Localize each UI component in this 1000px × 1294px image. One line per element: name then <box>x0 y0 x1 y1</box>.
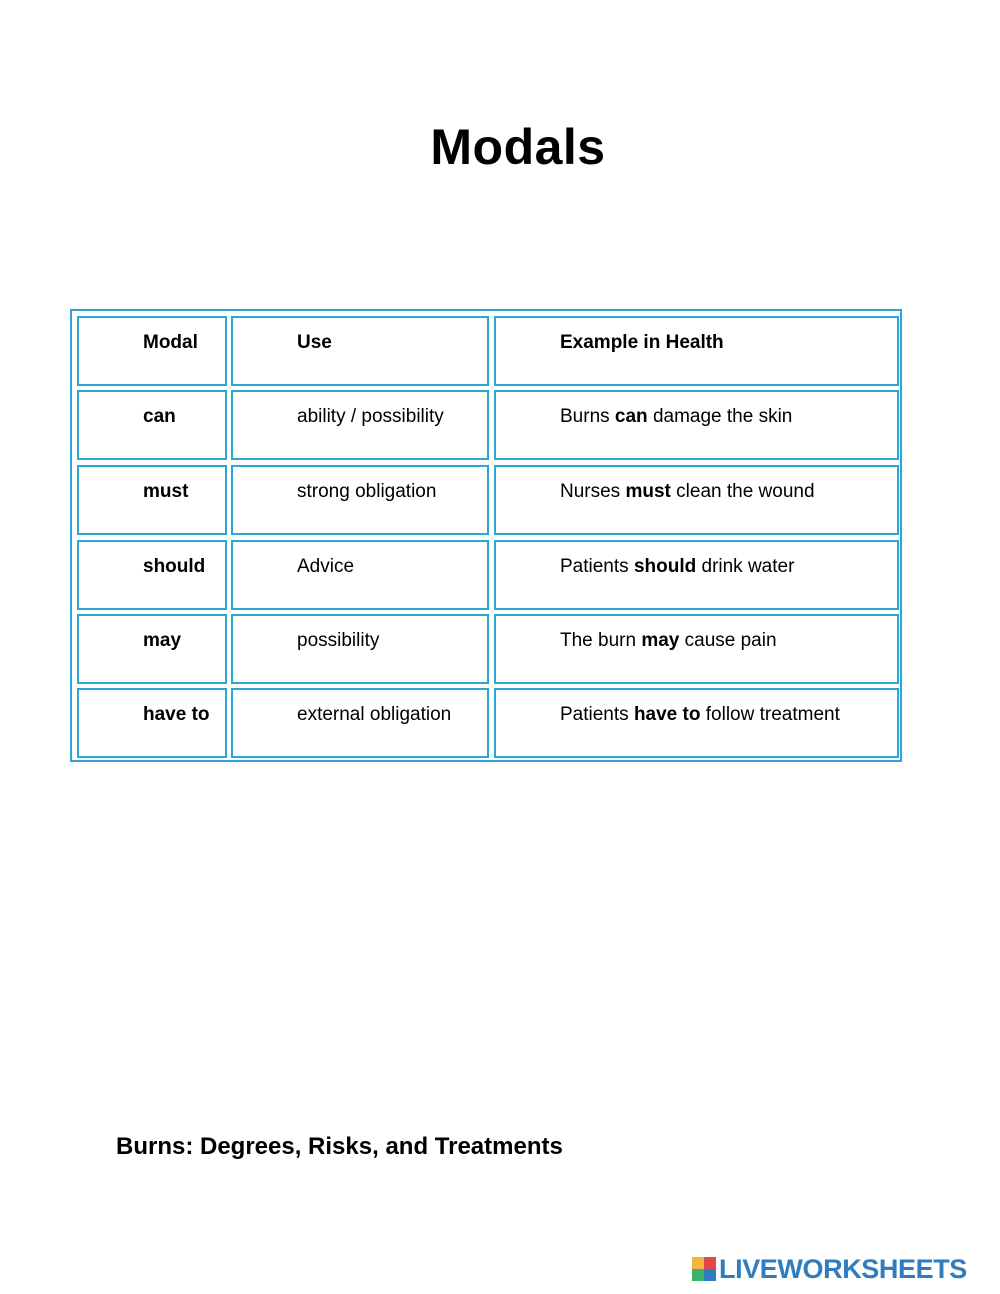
table-row-cell-modal <box>77 390 227 460</box>
table-row-cell-example <box>494 688 899 758</box>
example-text: damage the skin <box>647 406 793 427</box>
modal-use: possibility <box>297 630 380 651</box>
modal-use: external obligation <box>297 704 452 725</box>
header-label: Use <box>297 332 332 353</box>
example-text: cause pain <box>679 630 777 651</box>
example-text: follow treatment <box>700 704 840 725</box>
table-row-cell-example <box>494 614 899 684</box>
header-label: Example in Health <box>560 332 724 353</box>
example-text: The burn <box>560 630 642 651</box>
liveworksheets-logo-icon <box>692 1257 716 1281</box>
example-sentence <box>560 482 815 501</box>
table-row-cell-use <box>231 465 489 535</box>
table-row-cell-use <box>231 540 489 610</box>
table-row-cell-use <box>231 688 489 758</box>
table-row-cell-modal <box>77 540 227 610</box>
table-row-cell-example <box>494 390 899 460</box>
example-sentence <box>560 631 777 650</box>
header-cell-modal <box>77 316 227 386</box>
table-row-cell-use <box>231 614 489 684</box>
page-title: Modals <box>430 119 606 175</box>
table-row-cell-modal <box>77 465 227 535</box>
example-text: Nurses <box>560 481 626 502</box>
modal-use: ability / possibility <box>297 406 444 427</box>
example-text: clean the wound <box>670 481 815 502</box>
example-text: Patients <box>560 704 634 725</box>
header-label: Modal <box>143 332 198 353</box>
header-cell-use <box>231 316 489 386</box>
modal-word: can <box>143 406 176 427</box>
modal-use: strong obligation <box>297 481 437 502</box>
example-modal: may <box>641 630 680 651</box>
table-row-cell-example <box>494 540 899 610</box>
example-modal: can <box>614 406 648 427</box>
table-row-cell-example <box>494 465 899 535</box>
header-cell-example <box>494 316 899 386</box>
example-sentence <box>560 557 794 576</box>
example-text: Patients <box>560 556 634 577</box>
liveworksheets-brand[interactable] <box>692 1252 967 1286</box>
modal-word: have to <box>143 704 210 725</box>
example-text: drink water <box>696 556 795 577</box>
modal-word: may <box>143 630 182 651</box>
example-sentence <box>560 407 792 426</box>
example-text: Burns <box>560 406 615 427</box>
modal-word: must <box>143 481 189 502</box>
example-sentence <box>560 705 840 724</box>
table-row-cell-modal <box>77 614 227 684</box>
modal-use: Advice <box>297 556 355 577</box>
example-modal: have to <box>633 704 701 725</box>
example-modal: should <box>633 556 697 577</box>
example-modal: must <box>625 481 671 502</box>
brand-name: LIVEWORKSHEETS <box>719 1253 967 1284</box>
section-heading: Burns: Degrees, Risks, and Treatments <box>116 1133 563 1160</box>
modal-word: should <box>143 556 206 577</box>
table-row-cell-use <box>231 390 489 460</box>
table-row-cell-modal <box>77 688 227 758</box>
